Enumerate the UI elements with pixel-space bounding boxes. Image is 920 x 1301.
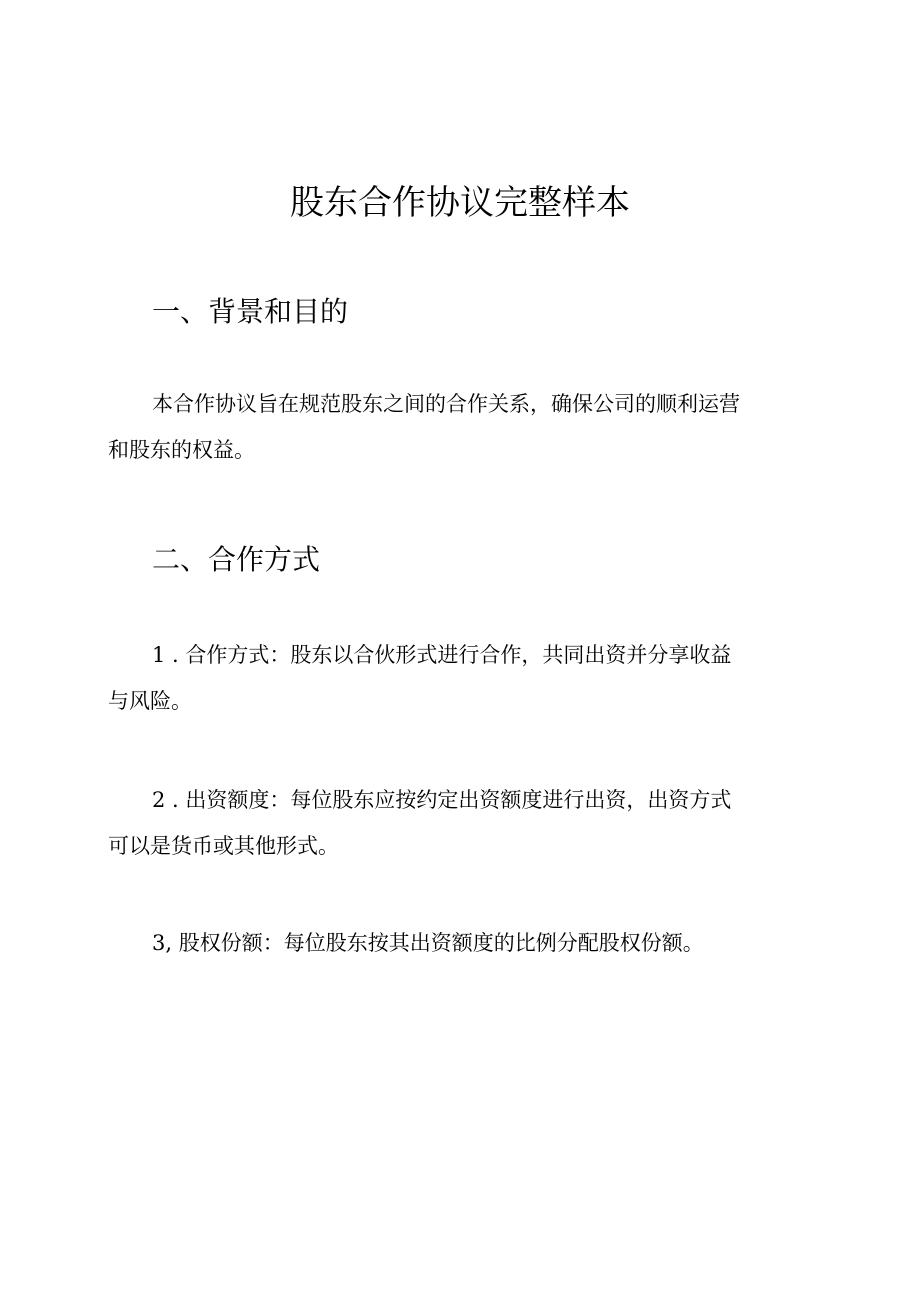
paragraph-background-purpose	[108, 381, 808, 473]
paragraph-equity-share	[108, 920, 808, 966]
paragraph-line: 本合作协议旨在规范股东之间的合作关系，确保公司的顺利运营	[152, 392, 740, 416]
section-heading-background: 一、背景和目的	[152, 295, 349, 328]
document-title: 股东合作协议完整样本	[290, 183, 630, 223]
section-heading-cooperation: 二、合作方式	[152, 543, 321, 576]
paragraph-line: 3, 股权份额：每位股东按其出资额度的比例分配股权份额。	[152, 931, 704, 955]
paragraph-line: 和股东的权益。	[108, 438, 255, 462]
paragraph-capital-contribution	[108, 777, 808, 869]
paragraph-line: 2 . 出资额度：每位股东应按约定出资额度进行出资，出资方式	[152, 788, 732, 812]
paragraph-cooperation-method	[108, 632, 808, 724]
paragraph-line: 可以是货币或其他形式。	[108, 834, 339, 858]
paragraph-line: 1 . 合作方式：股东以合伙形式进行合作，共同出资并分享收益	[152, 643, 732, 667]
paragraph-line: 与风险。	[108, 689, 192, 713]
